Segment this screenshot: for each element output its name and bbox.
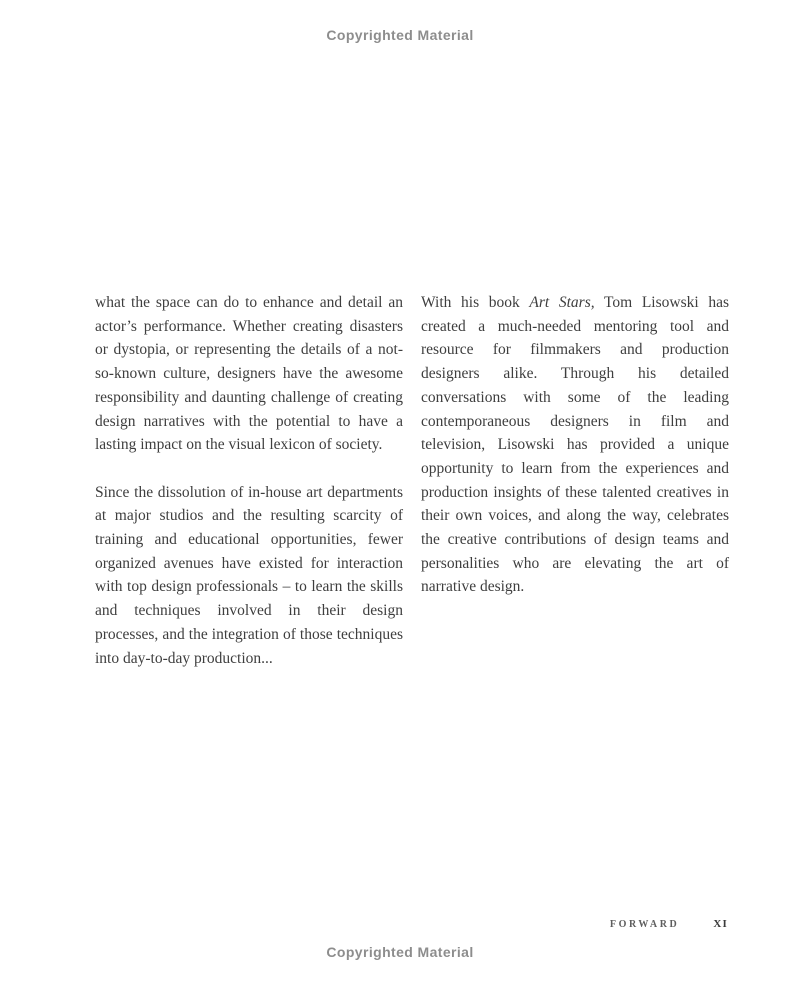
paragraph-text: With his book — [421, 294, 530, 311]
book-title-italic: Art Stars, — [529, 294, 595, 311]
page-body — [95, 291, 728, 670]
right-column — [421, 291, 729, 670]
footer-page-number: XI — [713, 918, 728, 930]
copyright-watermark-top: Copyrighted Material — [326, 27, 474, 43]
left-column — [95, 291, 403, 670]
paragraph: what the space can do to enhance and detail an actor’s performance. Whether creating disasters or dystopia, or representing the details of a not-so-known culture, designers have the awesome responsibility and daunting challenge of creating design narratives with the potential to have a lasting impact on the visual lexicon of society. — [95, 294, 403, 454]
copyright-watermark-bottom: Copyrighted Material — [326, 944, 474, 960]
paragraph-text: Tom Lisowski has created a much-needed mentoring tool and resource for filmmakers and production designers alike. Through his detailed conversations with some of the leading contemporaneous designers in film and television, Lisowski has provided a unique opportunity to learn from the experiences and production insights of these talented creatives in their own voices, and along the way, celebrates the creative contributions of design teams and personalities who are elevating the art of narrative design. — [421, 294, 729, 596]
paragraph: Since the dissolution of in-house art departments at major studios and the resulting scarcity of training and educational opportunities, fewer organized avenues have existed for interaction with top design professionals – to learn the skills and techniques involved in their design processes, and the integration of those techniques into day-to-day production... — [95, 483, 403, 667]
paragraph — [421, 291, 729, 599]
footer-section-label: FORWARD — [609, 919, 680, 930]
page-footer — [610, 918, 728, 930]
